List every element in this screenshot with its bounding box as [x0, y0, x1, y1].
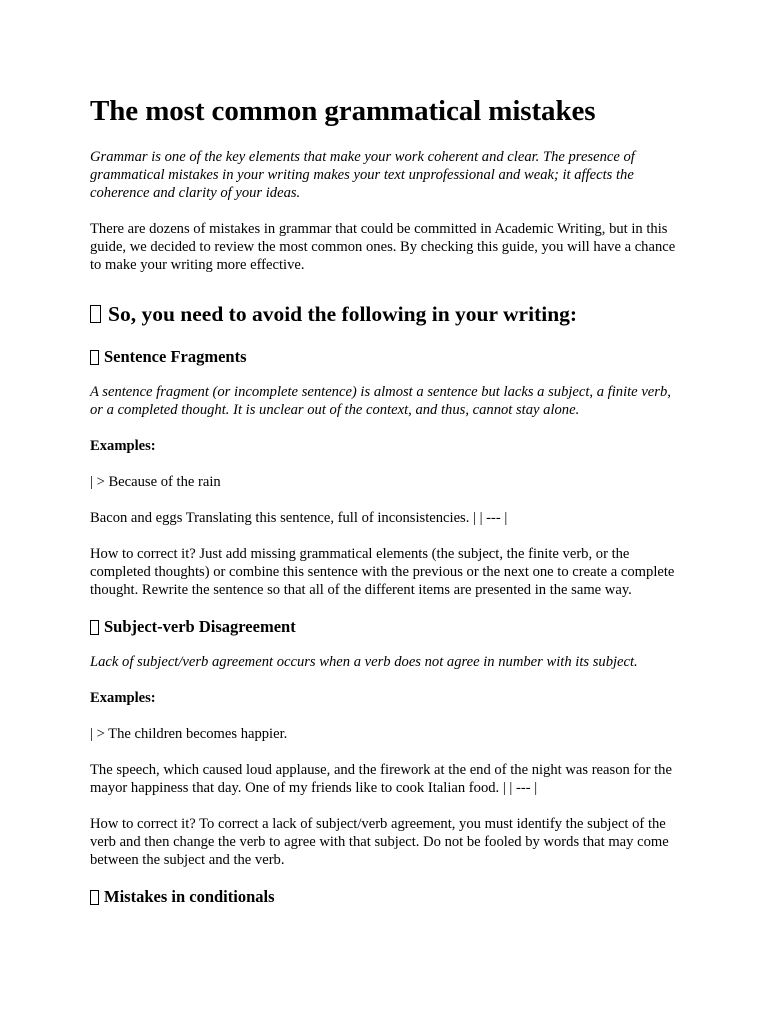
- section-heading-sentence-fragments: [90, 347, 684, 367]
- section-definition: A sentence fragment (or incomplete sentence) is almost a sentence but lacks a subject, a finite verb, or a completed thought. It is unclear out of the context, and thus, cannot stay alone.: [90, 384, 671, 418]
- missing-glyph-box-icon: [90, 350, 99, 365]
- correction-paragraph: How to correct it? Just add missing grammatical elements (the subject, the finite verb, or the completed thoughts) or combine this sentence with the previous or the next one to create a complete thought. Rewrite the sentence so that all of the different items are presented in the same way.: [90, 546, 675, 598]
- example-text: Bacon and eggs Translating this sentence, full of inconsistencies. | | --- |: [90, 510, 508, 526]
- example-text: The speech, which caused loud applause, and the firework at the end of the night was reason for the mayor happiness that day. One of my friends like to cook Italian food. | | --- |: [90, 762, 672, 796]
- avoid-heading-text: So, you need to avoid the following in your writing:: [108, 302, 578, 326]
- correction-paragraph: How to correct it? To correct a lack of subject/verb agreement, you must identify the subject of the verb and then change the verb to agree with that subject. Do not be fooled by words that may come between the subject and the verb.: [90, 816, 669, 868]
- missing-glyph-box-icon: [90, 305, 101, 323]
- section-heading-conditionals: [90, 887, 684, 907]
- overview-paragraph: There are dozens of mistakes in grammar that could be committed in Academic Writing, but in this guide, we decided to review the most common ones. By checking this guide, you will have a chance to make your writing more effective.: [90, 221, 676, 273]
- document-title: The most common grammatical mistakes: [90, 95, 596, 127]
- section-heading-text: Mistakes in conditionals: [104, 887, 275, 906]
- examples-label: Examples:: [90, 438, 156, 454]
- missing-glyph-box-icon: [90, 620, 99, 635]
- examples-label: Examples:: [90, 690, 156, 706]
- section-heading-subject-verb: [90, 617, 684, 637]
- section-heading-text: Subject-verb Disagreement: [104, 617, 296, 636]
- example-line: | > Because of the rain: [90, 474, 221, 490]
- intro-paragraph: Grammar is one of the key elements that make your work coherent and clear. The presence of grammatical mistakes in your writing makes your text unprofessional and weak; it affects the coherence and clarity of your ideas.: [90, 149, 635, 201]
- missing-glyph-box-icon: [90, 890, 99, 905]
- avoid-heading: [90, 301, 684, 327]
- example-line: | > The children becomes happier.: [90, 726, 288, 742]
- document-page: [90, 93, 684, 923]
- section-definition: Lack of subject/verb agreement occurs when a verb does not agree in number with its subject.: [90, 654, 638, 670]
- section-heading-text: Sentence Fragments: [104, 347, 247, 366]
